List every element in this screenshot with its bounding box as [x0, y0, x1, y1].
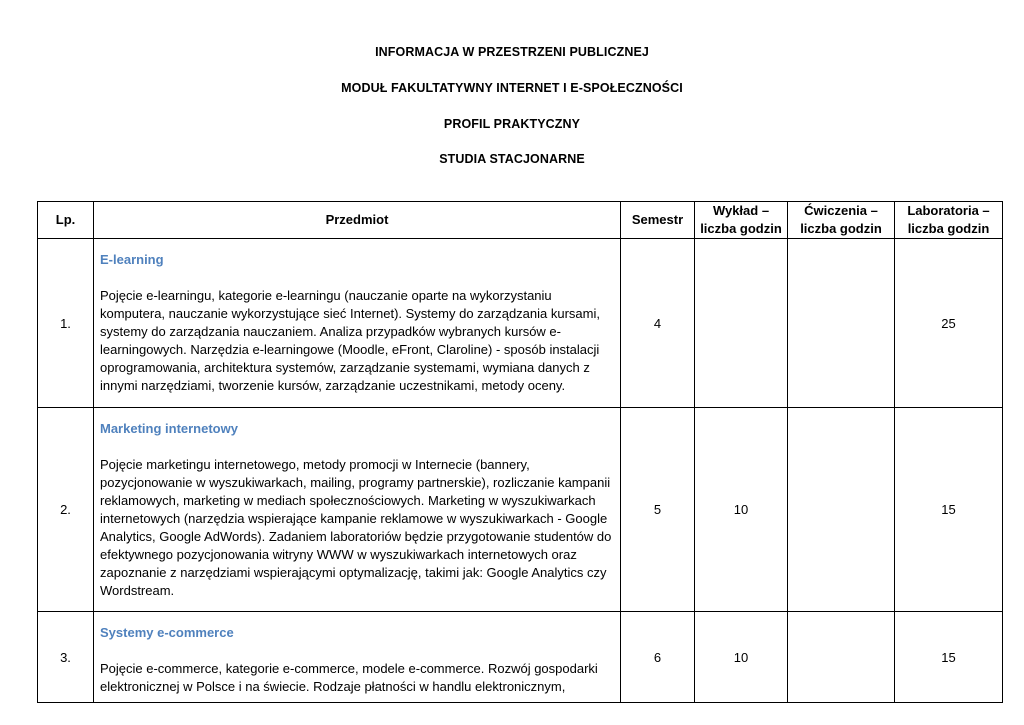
row-lp: 1. — [38, 239, 94, 408]
header-lecture-hours — [695, 202, 788, 239]
row-lecture-hours: 10 — [695, 612, 788, 703]
subject-title: E-learning — [100, 252, 164, 267]
document-heading-1: INFORMACJA W PRZESTRZENI PUBLICZNEJ — [375, 45, 649, 59]
subject-title: Systemy e-commerce — [100, 625, 234, 640]
document-heading-2: MODUŁ FAKULTATYWNY INTERNET I E-SPOŁECZNOŚCI — [341, 81, 683, 95]
row-subject — [94, 408, 621, 612]
document-heading-3: PROFIL PRAKTYCZNY — [443, 117, 581, 131]
subject-description: Pojęcie e-commerce, kategorie e-commerce, modele e-commerce. Rozwój gospodarki elektronicznej w Polsce i na świecie. Rodzaje płatności w handlu elektronicznym, — [100, 661, 598, 694]
row-lab-hours: 15 — [895, 612, 1003, 703]
header-lecture-line1: Wykład – — [712, 203, 770, 218]
header-lab-line2: liczba godzin — [907, 221, 990, 236]
row-lp: 2. — [38, 408, 94, 612]
subject-description: Pojęcie marketingu internetowego, metody promocji w Internecie (bannery, pozycjonowanie w wyszukiwarkach, mailing, programy partnerskie), rozliczanie kampanii reklamowych, marketing w mediach społecznościowych. Marketing w wyszukiwarkach internetowych (narzędzia wspierające kampanie reklamowe w wyszukiwarkach - Google Analytics, Google AdWords). Zadaniem laboratoriów będzie przygotowanie studentów do efektywnego pozycjonowania witryny WWW w wyszukiwarkach internetowych oraz zapoznanie z narzędziami wspierającymi optymalizację, takimi jak: Google Analytics czy Wordstream. — [100, 457, 612, 598]
row-exercises-hours — [788, 612, 895, 703]
table-row — [38, 408, 1003, 612]
header-lab-hours — [895, 202, 1003, 239]
header-exercises-line2: liczba godzin — [800, 221, 882, 236]
header-lab-line1: Laboratoria – — [907, 203, 990, 218]
subject-title: Marketing internetowy — [100, 421, 238, 436]
row-semester: 5 — [621, 408, 695, 612]
header-subject: Przedmiot — [94, 202, 621, 239]
table-row — [38, 239, 1003, 408]
row-exercises-hours — [788, 239, 895, 408]
row-lecture-hours: 10 — [695, 408, 788, 612]
row-lab-hours: 15 — [895, 408, 1003, 612]
document-heading-4: STUDIA STACJONARNE — [439, 152, 585, 166]
subject-description: Pojęcie e-learningu, kategorie e-learningu (nauczanie oparte na wykorzystaniu komputera, nauczanie wykorzystujące sieć Internet). Systemy do zarządzania kursami, systemy do zarządzania nauczaniem. Analiza przypadków wybranych kursów e-learningowych. Narzędzia e-learningowe (Moodle, eFront, Claroline) - sposób instalacji oprogramowania, architektura systemów, zarządzanie systemami, wymiana danych z innymi narzędziami, tworzenie kursów, zarządzanie uczestnikami, metody oceny. — [100, 288, 600, 393]
row-lp: 3. — [38, 612, 94, 703]
row-subject — [94, 612, 621, 703]
row-exercises-hours — [788, 408, 895, 612]
row-lecture-hours — [695, 239, 788, 408]
curriculum-table — [37, 201, 1003, 703]
table-row — [38, 612, 1003, 703]
row-subject — [94, 239, 621, 408]
header-exercises-hours — [788, 202, 895, 239]
table-header-row — [38, 202, 1003, 239]
row-lab-hours: 25 — [895, 239, 1003, 408]
header-lp: Lp. — [38, 202, 94, 239]
row-semester: 4 — [621, 239, 695, 408]
row-semester: 6 — [621, 612, 695, 703]
header-semester: Semestr — [621, 202, 695, 239]
header-lecture-line2: liczba godzin — [700, 221, 782, 236]
header-exercises-line1: Ćwiczenia – — [804, 203, 878, 218]
